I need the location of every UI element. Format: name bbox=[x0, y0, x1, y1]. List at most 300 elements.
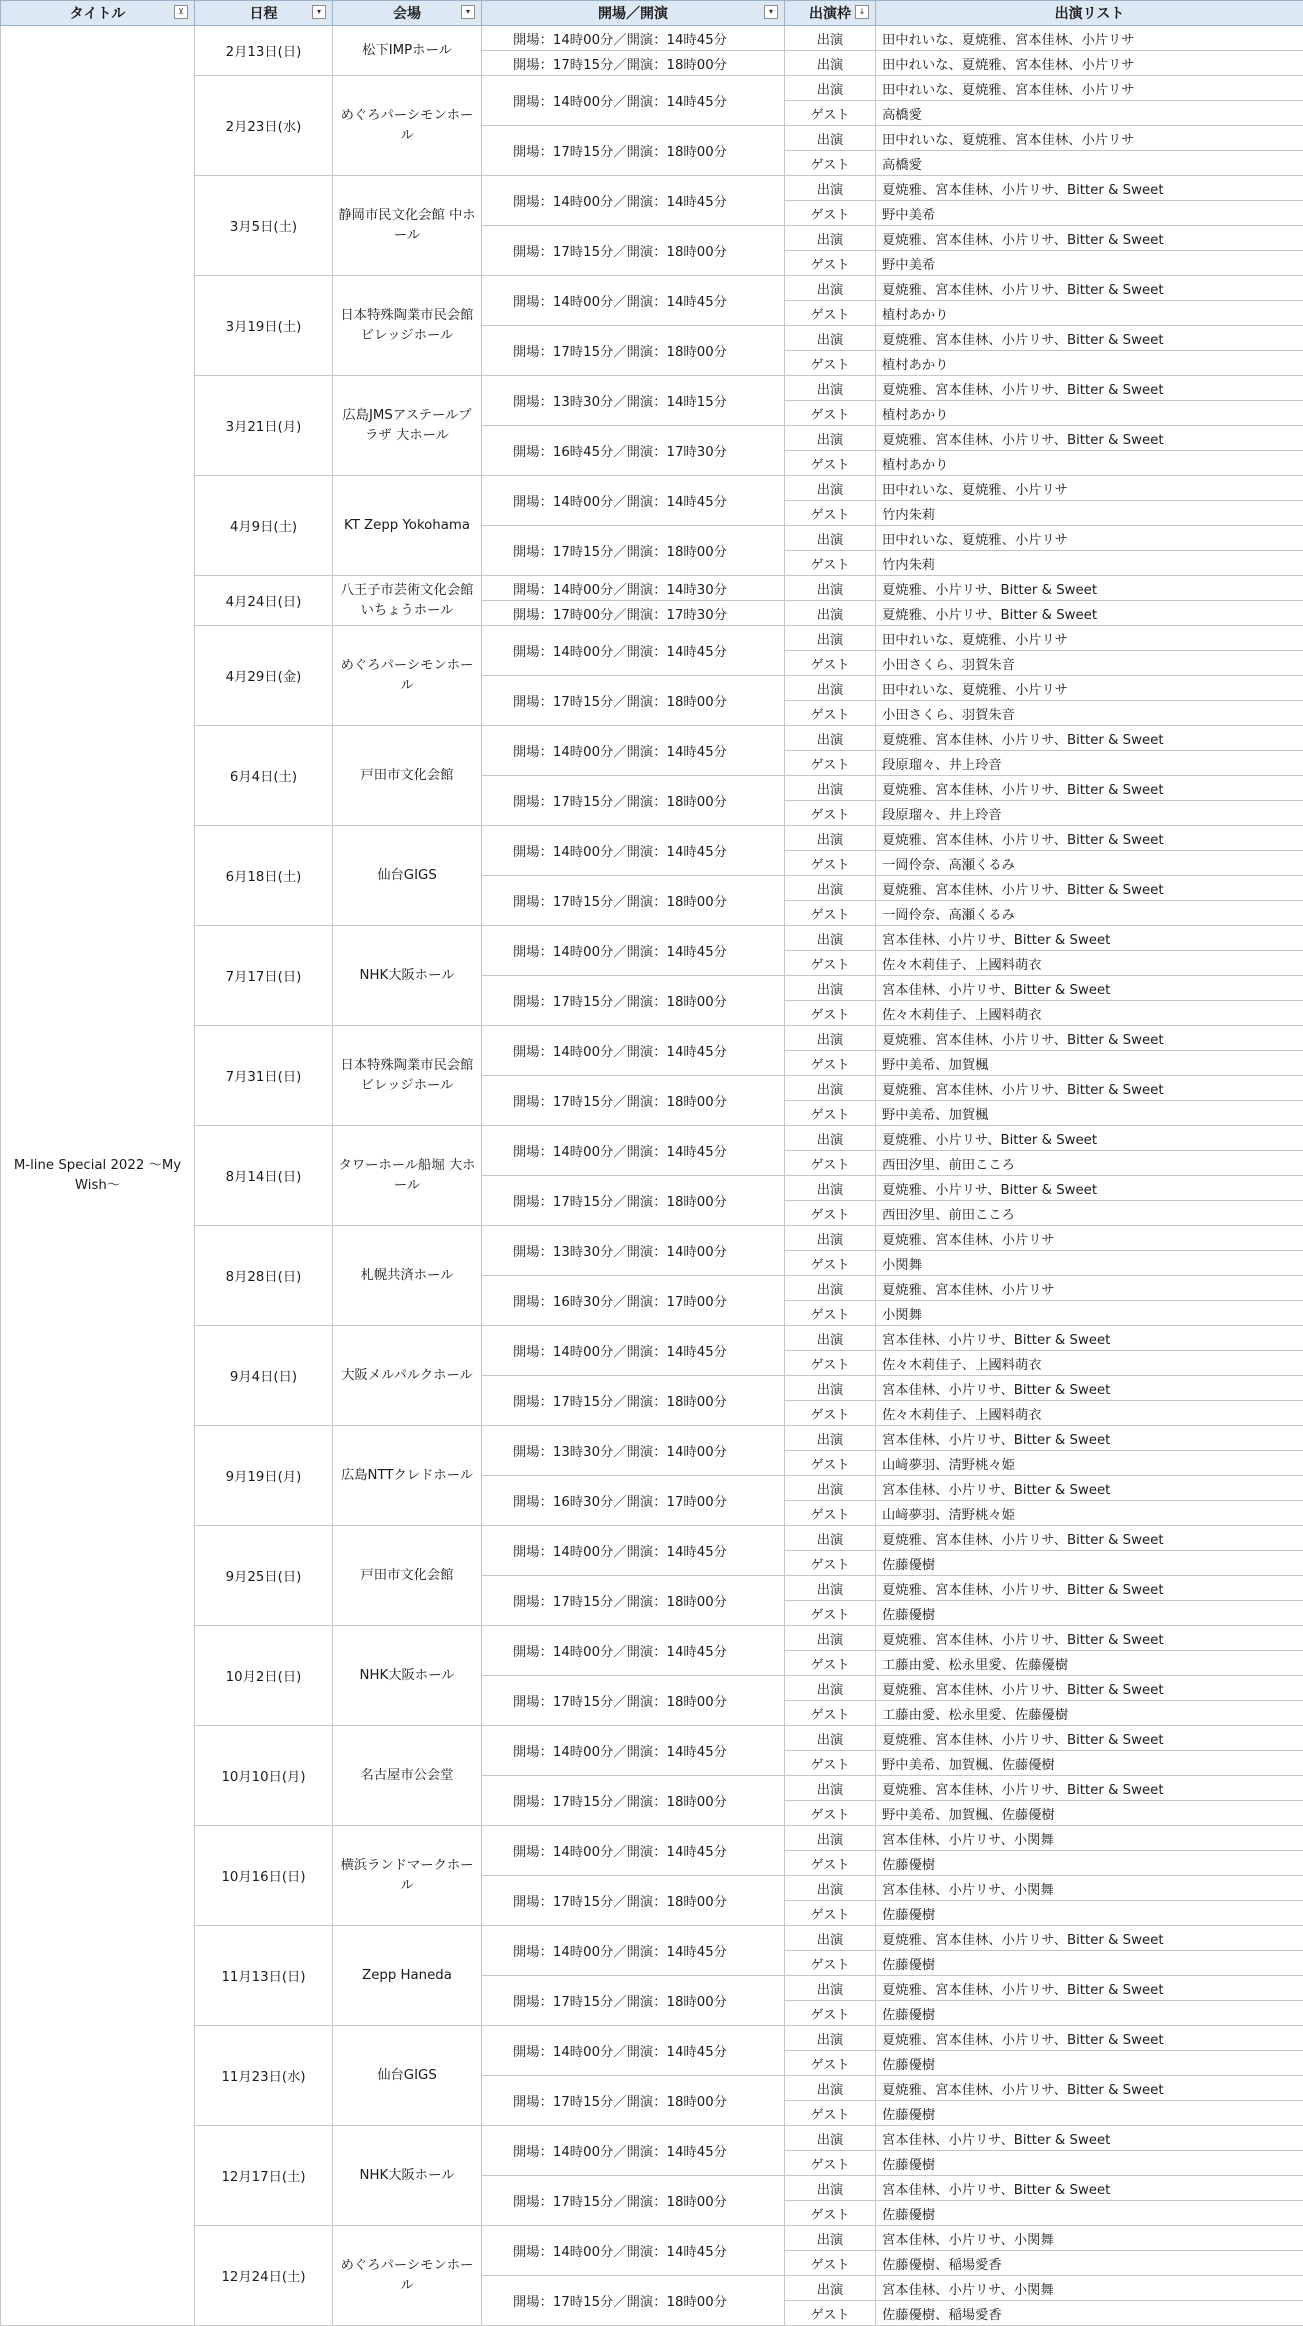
time-cell[interactable]: 開場：17時15分／開演：18時00分 bbox=[482, 1576, 785, 1626]
venue-cell[interactable]: 日本特殊陶業市民会館 ビレッジホール bbox=[333, 276, 482, 376]
date-cell[interactable]: 3月19日(土) bbox=[195, 276, 333, 376]
header-title-label: タイトル bbox=[69, 6, 126, 22]
date-cell[interactable]: 3月21日(月) bbox=[195, 376, 333, 476]
slot-cell[interactable]: 出演 bbox=[785, 2076, 876, 2101]
venue-cell[interactable]: 大阪メルパルクホール bbox=[333, 1326, 482, 1426]
slot-cell[interactable]: 出演 bbox=[785, 326, 876, 351]
slot-cell[interactable]: 出演 bbox=[785, 2126, 876, 2151]
date-cell[interactable]: 10月16日(日) bbox=[195, 1826, 333, 1926]
venue-cell[interactable]: 札幌共済ホール bbox=[333, 1226, 482, 1326]
date-cell[interactable]: 10月10日(月) bbox=[195, 1726, 333, 1826]
slot-cell[interactable]: ゲスト bbox=[785, 551, 876, 576]
time-cell[interactable]: 開場：17時15分／開演：18時00分 bbox=[482, 226, 785, 276]
date-cell[interactable]: 3月5日(土) bbox=[195, 176, 333, 276]
table-row bbox=[1, 2026, 1303, 2051]
slot-cell[interactable]: ゲスト bbox=[785, 1351, 876, 1376]
slot-cell[interactable]: 出演 bbox=[785, 476, 876, 501]
date-cell[interactable]: 8月28日(日) bbox=[195, 1226, 333, 1326]
performer-list-cell[interactable]: 宮本佳林、小片リサ、Bitter & Sweet bbox=[876, 1426, 1303, 1451]
time-cell[interactable]: 開場：17時15分／開演：18時00分 bbox=[482, 2076, 785, 2126]
venue-cell[interactable]: 日本特殊陶業市民会館 ビレッジホール bbox=[333, 1026, 482, 1126]
time-cell[interactable]: 開場：14時00分／開演：14時45分 bbox=[482, 276, 785, 326]
performer-list-cell[interactable]: 宮本佳林、小片リサ、Bitter & Sweet bbox=[876, 1476, 1303, 1501]
slot-cell[interactable]: ゲスト bbox=[785, 1451, 876, 1476]
date-cell[interactable]: 8月14日(日) bbox=[195, 1126, 333, 1226]
performer-list-cell[interactable]: 田中れいな、夏焼雅、小片リサ bbox=[876, 526, 1303, 551]
performer-list-cell[interactable]: 佐藤優樹 bbox=[876, 1551, 1303, 1576]
venue-cell[interactable]: 戸田市文化会館 bbox=[333, 726, 482, 826]
performer-list-cell[interactable]: 夏焼雅、宮本佳林、小片リサ、Bitter & Sweet bbox=[876, 726, 1303, 751]
slot-cell[interactable]: 出演 bbox=[785, 226, 876, 251]
time-cell[interactable]: 開場：14時00分／開演：14時45分 bbox=[482, 1126, 785, 1176]
slot-cell[interactable]: 出演 bbox=[785, 76, 876, 101]
slot-cell[interactable]: 出演 bbox=[785, 2276, 876, 2301]
dropdown-icon[interactable]: ▾ bbox=[764, 5, 778, 19]
time-cell[interactable]: 開場：17時15分／開演：18時00分 bbox=[482, 2276, 785, 2326]
performer-list-cell[interactable]: 小田さくら、羽賀朱音 bbox=[876, 651, 1303, 676]
time-cell[interactable]: 開場：17時15分／開演：18時00分 bbox=[482, 676, 785, 726]
time-cell[interactable]: 開場：17時15分／開演：18時00分 bbox=[482, 1976, 785, 2026]
venue-cell[interactable]: 八王子市芸術文化会館 いちょうホール bbox=[333, 576, 482, 626]
date-cell[interactable]: 7月31日(日) bbox=[195, 1026, 333, 1126]
time-cell[interactable]: 開場：17時15分／開演：18時00分 bbox=[482, 1676, 785, 1726]
header-venue-label: 会場 bbox=[393, 6, 421, 22]
performer-list-cell[interactable]: 夏焼雅、宮本佳林、小片リサ、Bitter & Sweet bbox=[876, 1926, 1303, 1951]
performer-list-cell[interactable]: 竹内朱莉 bbox=[876, 551, 1303, 576]
performer-list-cell[interactable]: 夏焼雅、小片リサ、Bitter & Sweet bbox=[876, 601, 1303, 626]
dropdown-icon[interactable]: ▾ bbox=[461, 5, 475, 19]
performer-list-cell[interactable]: 佐藤優樹 bbox=[876, 1601, 1303, 1626]
performer-list-cell[interactable]: 田中れいな、夏焼雅、小片リサ bbox=[876, 476, 1303, 501]
performer-list-cell[interactable]: 夏焼雅、宮本佳林、小片リサ、Bitter & Sweet bbox=[876, 1076, 1303, 1101]
performer-list-cell[interactable]: 宮本佳林、小片リサ、小関舞 bbox=[876, 2276, 1303, 2301]
slot-cell[interactable]: ゲスト bbox=[785, 201, 876, 226]
performer-list-cell[interactable]: 西田汐里、前田こころ bbox=[876, 1201, 1303, 1226]
time-cell[interactable]: 開場：17時15分／開演：18時00分 bbox=[482, 1176, 785, 1226]
performer-list-cell[interactable]: 高橋愛 bbox=[876, 151, 1303, 176]
performer-list-cell[interactable]: 野中美希 bbox=[876, 251, 1303, 276]
performer-list-cell[interactable]: 植村あかり bbox=[876, 451, 1303, 476]
venue-cell[interactable]: 仙台GIGS bbox=[333, 2026, 482, 2126]
slot-cell[interactable]: ゲスト bbox=[785, 1851, 876, 1876]
slot-cell[interactable]: ゲスト bbox=[785, 1001, 876, 1026]
time-cell[interactable]: 開場：14時00分／開演：14時45分 bbox=[482, 26, 785, 51]
performer-list-cell[interactable]: 野中美希、加賀楓 bbox=[876, 1101, 1303, 1126]
performer-list-cell[interactable]: 夏焼雅、小片リサ、Bitter & Sweet bbox=[876, 576, 1303, 601]
table-row bbox=[1, 826, 1303, 851]
performer-list-cell[interactable]: 段原瑠々、井上玲音 bbox=[876, 751, 1303, 776]
slot-cell[interactable]: ゲスト bbox=[785, 1301, 876, 1326]
time-cell[interactable]: 開場：17時15分／開演：18時00分 bbox=[482, 976, 785, 1026]
slot-cell[interactable]: 出演 bbox=[785, 2226, 876, 2251]
performer-list-cell[interactable]: 佐藤優樹 bbox=[876, 2051, 1303, 2076]
slot-cell[interactable]: ゲスト bbox=[785, 2251, 876, 2276]
slot-cell[interactable]: ゲスト bbox=[785, 701, 876, 726]
slot-cell[interactable]: 出演 bbox=[785, 1026, 876, 1051]
slot-cell[interactable]: ゲスト bbox=[785, 851, 876, 876]
date-cell[interactable]: 2月23日(水) bbox=[195, 76, 333, 176]
performer-list-cell[interactable]: 佐藤優樹 bbox=[876, 1951, 1303, 1976]
performer-list-cell[interactable]: 夏焼雅、宮本佳林、小片リサ、Bitter & Sweet bbox=[876, 776, 1303, 801]
performer-list-cell[interactable]: 夏焼雅、宮本佳林、小片リサ、Bitter & Sweet bbox=[876, 876, 1303, 901]
slot-cell[interactable]: 出演 bbox=[785, 1626, 876, 1651]
venue-cell[interactable]: 静岡市民文化会館 中ホール bbox=[333, 176, 482, 276]
slot-cell[interactable]: 出演 bbox=[785, 276, 876, 301]
performer-list-cell[interactable]: 夏焼雅、宮本佳林、小片リサ、Bitter & Sweet bbox=[876, 376, 1303, 401]
performer-list-cell[interactable]: 植村あかり bbox=[876, 401, 1303, 426]
performer-list-cell[interactable]: 夏焼雅、宮本佳林、小片リサ、Bitter & Sweet bbox=[876, 826, 1303, 851]
slot-cell[interactable]: ゲスト bbox=[785, 1151, 876, 1176]
performer-list-cell[interactable]: 夏焼雅、小片リサ、Bitter & Sweet bbox=[876, 1126, 1303, 1151]
slot-cell[interactable]: 出演 bbox=[785, 1676, 876, 1701]
time-cell[interactable]: 開場：14時00分／開演：14時45分 bbox=[482, 726, 785, 776]
date-cell[interactable]: 4月24日(日) bbox=[195, 576, 333, 626]
performer-list-cell[interactable]: 夏焼雅、宮本佳林、小片リサ、Bitter & Sweet bbox=[876, 2026, 1303, 2051]
slot-cell[interactable]: ゲスト bbox=[785, 2301, 876, 2326]
slot-cell[interactable]: ゲスト bbox=[785, 901, 876, 926]
time-cell[interactable]: 開場：17時15分／開演：18時00分 bbox=[482, 126, 785, 176]
time-cell[interactable]: 開場：16時30分／開演：17時00分 bbox=[482, 1476, 785, 1526]
slot-cell[interactable]: 出演 bbox=[785, 126, 876, 151]
performer-list-cell[interactable]: 高橋愛 bbox=[876, 101, 1303, 126]
date-cell[interactable]: 12月24日(土) bbox=[195, 2226, 333, 2326]
slot-cell[interactable]: 出演 bbox=[785, 526, 876, 551]
slot-cell[interactable]: 出演 bbox=[785, 776, 876, 801]
table-row bbox=[1, 276, 1303, 301]
time-cell[interactable]: 開場：16時45分／開演：17時30分 bbox=[482, 426, 785, 476]
slot-cell[interactable]: 出演 bbox=[785, 1276, 876, 1301]
performer-list-cell[interactable]: 竹内朱莉 bbox=[876, 501, 1303, 526]
slot-cell[interactable]: 出演 bbox=[785, 1326, 876, 1351]
slot-cell[interactable]: ゲスト bbox=[785, 1951, 876, 1976]
slot-cell[interactable]: 出演 bbox=[785, 1126, 876, 1151]
date-cell[interactable]: 7月17日(日) bbox=[195, 926, 333, 1026]
title-cell[interactable]: M-line Special 2022 ～My Wish～ bbox=[1, 26, 195, 2326]
time-cell[interactable]: 開場：17時15分／開演：18時00分 bbox=[482, 1776, 785, 1826]
date-cell[interactable]: 11月23日(水) bbox=[195, 2026, 333, 2126]
slot-cell[interactable]: 出演 bbox=[785, 926, 876, 951]
table-row bbox=[1, 926, 1303, 951]
performer-list-cell[interactable]: 夏焼雅、宮本佳林、小片リサ、Bitter & Sweet bbox=[876, 176, 1303, 201]
slot-cell[interactable]: 出演 bbox=[785, 976, 876, 1001]
slot-cell[interactable]: ゲスト bbox=[785, 251, 876, 276]
performer-list-cell[interactable]: 夏焼雅、宮本佳林、小片リサ、Bitter & Sweet bbox=[876, 1626, 1303, 1651]
table-row bbox=[1, 176, 1303, 201]
header-venue bbox=[333, 1, 482, 26]
time-cell[interactable]: 開場：14時00分／開演：14時45分 bbox=[482, 1626, 785, 1676]
date-cell[interactable]: 11月13日(日) bbox=[195, 1926, 333, 2026]
time-cell[interactable]: 開場：17時15分／開演：18時00分 bbox=[482, 1876, 785, 1926]
slot-cell[interactable]: ゲスト bbox=[785, 2151, 876, 2176]
sort-icon[interactable]: ↓ bbox=[855, 5, 869, 19]
header-time bbox=[482, 1, 785, 26]
header-date bbox=[195, 1, 333, 26]
performer-list-cell[interactable]: 田中れいな、夏焼雅、宮本佳林、小片リサ bbox=[876, 126, 1303, 151]
slot-cell[interactable]: 出演 bbox=[785, 1376, 876, 1401]
header-slot-label: 出演枠 bbox=[809, 6, 851, 22]
dropdown-icon[interactable]: ▾ bbox=[312, 5, 326, 19]
slot-cell[interactable]: ゲスト bbox=[785, 1051, 876, 1076]
venue-cell[interactable]: 広島JMSアステールプラザ 大ホール bbox=[333, 376, 482, 476]
time-cell[interactable]: 開場：17時15分／開演：18時00分 bbox=[482, 51, 785, 76]
slot-cell[interactable]: 出演 bbox=[785, 601, 876, 626]
time-cell[interactable]: 開場：17時15分／開演：18時00分 bbox=[482, 2176, 785, 2226]
time-cell[interactable]: 開場：17時15分／開演：18時00分 bbox=[482, 1376, 785, 1426]
slot-cell[interactable]: 出演 bbox=[785, 1576, 876, 1601]
slot-cell[interactable]: 出演 bbox=[785, 1076, 876, 1101]
performer-list-cell[interactable]: 佐々木莉佳子、上國料萌衣 bbox=[876, 1001, 1303, 1026]
time-cell[interactable]: 開場：13時30分／開演：14時15分 bbox=[482, 376, 785, 426]
performer-list-cell[interactable]: 佐々木莉佳子、上國料萌衣 bbox=[876, 1351, 1303, 1376]
slot-cell[interactable]: 出演 bbox=[785, 826, 876, 851]
performer-list-cell[interactable]: 夏焼雅、宮本佳林、小片リサ、Bitter & Sweet bbox=[876, 426, 1303, 451]
time-cell[interactable]: 開場：14時00分／開演：14時45分 bbox=[482, 2226, 785, 2276]
slot-cell[interactable]: 出演 bbox=[785, 626, 876, 651]
slot-cell[interactable]: ゲスト bbox=[785, 2001, 876, 2026]
venue-cell[interactable]: 広島NTTクレドホール bbox=[333, 1426, 482, 1526]
time-cell[interactable]: 開場：17時15分／開演：18時00分 bbox=[482, 1076, 785, 1126]
performer-list-cell[interactable]: 佐藤優樹 bbox=[876, 2101, 1303, 2126]
performer-list-cell[interactable]: 佐藤優樹、稲場愛香 bbox=[876, 2251, 1303, 2276]
performer-list-cell[interactable]: 小関舞 bbox=[876, 1251, 1303, 1276]
slot-cell[interactable]: 出演 bbox=[785, 426, 876, 451]
date-cell[interactable]: 9月19日(月) bbox=[195, 1426, 333, 1526]
slot-cell[interactable]: 出演 bbox=[785, 1476, 876, 1501]
time-cell[interactable]: 開場：14時00分／開演：14時45分 bbox=[482, 1826, 785, 1876]
performer-list-cell[interactable]: 夏焼雅、宮本佳林、小片リサ、Bitter & Sweet bbox=[876, 1676, 1303, 1701]
slot-cell[interactable]: 出演 bbox=[785, 1726, 876, 1751]
performer-list-cell[interactable]: 夏焼雅、宮本佳林、小片リサ、Bitter & Sweet bbox=[876, 2076, 1303, 2101]
performer-list-cell[interactable]: 佐々木莉佳子、上國料萌衣 bbox=[876, 951, 1303, 976]
slot-cell[interactable]: 出演 bbox=[785, 1776, 876, 1801]
performer-list-cell[interactable]: 佐藤優樹 bbox=[876, 2001, 1303, 2026]
filter-active-icon[interactable]: ⊻ bbox=[174, 5, 188, 19]
performer-list-cell[interactable]: 工藤由愛、松永里愛、佐藤優樹 bbox=[876, 1651, 1303, 1676]
slot-cell[interactable]: 出演 bbox=[785, 176, 876, 201]
performer-list-cell[interactable]: 夏焼雅、宮本佳林、小片リサ bbox=[876, 1226, 1303, 1251]
date-cell[interactable]: 4月29日(金) bbox=[195, 626, 333, 726]
performer-list-cell[interactable]: 宮本佳林、小片リサ、小関舞 bbox=[876, 1876, 1303, 1901]
slot-cell[interactable]: ゲスト bbox=[785, 1701, 876, 1726]
venue-cell[interactable]: めぐろパーシモンホール bbox=[333, 2226, 482, 2326]
performer-list-cell[interactable]: 小田さくら、羽賀朱音 bbox=[876, 701, 1303, 726]
slot-cell[interactable]: 出演 bbox=[785, 1176, 876, 1201]
venue-cell[interactable]: 松下IMPホール bbox=[333, 26, 482, 76]
slot-cell[interactable]: 出演 bbox=[785, 1826, 876, 1851]
slot-cell[interactable]: ゲスト bbox=[785, 151, 876, 176]
performer-list-cell[interactable]: 宮本佳林、小片リサ、Bitter & Sweet bbox=[876, 976, 1303, 1001]
venue-cell[interactable]: NHK大阪ホール bbox=[333, 926, 482, 1026]
time-cell[interactable]: 開場：16時30分／開演：17時00分 bbox=[482, 1276, 785, 1326]
date-cell[interactable]: 6月18日(土) bbox=[195, 826, 333, 926]
time-cell[interactable]: 開場：14時00分／開演：14時45分 bbox=[482, 1726, 785, 1776]
time-cell[interactable]: 開場：14時00分／開演：14時45分 bbox=[482, 1026, 785, 1076]
slot-cell[interactable]: ゲスト bbox=[785, 1501, 876, 1526]
date-cell[interactable]: 2月13日(日) bbox=[195, 26, 333, 76]
slot-cell[interactable]: 出演 bbox=[785, 376, 876, 401]
slot-cell[interactable]: 出演 bbox=[785, 1426, 876, 1451]
time-cell[interactable]: 開場：14時00分／開演：14時45分 bbox=[482, 626, 785, 676]
time-cell[interactable]: 開場：17時15分／開演：18時00分 bbox=[482, 876, 785, 926]
performer-list-cell[interactable]: 宮本佳林、小片リサ、小関舞 bbox=[876, 2226, 1303, 2251]
performer-list-cell[interactable]: 夏焼雅、宮本佳林、小片リサ、Bitter & Sweet bbox=[876, 276, 1303, 301]
slot-cell[interactable]: 出演 bbox=[785, 676, 876, 701]
date-cell[interactable]: 10月2日(日) bbox=[195, 1626, 333, 1726]
slot-cell[interactable]: ゲスト bbox=[785, 1751, 876, 1776]
slot-cell[interactable]: ゲスト bbox=[785, 301, 876, 326]
performer-list-cell[interactable]: 宮本佳林、小片リサ、Bitter & Sweet bbox=[876, 1376, 1303, 1401]
performer-list-cell[interactable]: 一岡伶奈、高瀬くるみ bbox=[876, 851, 1303, 876]
slot-cell[interactable]: ゲスト bbox=[785, 1901, 876, 1926]
performer-list-cell[interactable]: 佐藤優樹 bbox=[876, 1901, 1303, 1926]
time-cell[interactable]: 開場：14時00分／開演：14時45分 bbox=[482, 1926, 785, 1976]
performer-list-cell[interactable]: 山﨑夢羽、清野桃々姫 bbox=[876, 1451, 1303, 1476]
date-cell[interactable]: 12月17日(土) bbox=[195, 2126, 333, 2226]
time-cell[interactable]: 開場：14時00分／開演：14時45分 bbox=[482, 1326, 785, 1376]
time-cell[interactable]: 開場：14時00分／開演：14時30分 bbox=[482, 576, 785, 601]
slot-cell[interactable]: 出演 bbox=[785, 876, 876, 901]
time-cell[interactable]: 開場：14時00分／開演：14時45分 bbox=[482, 76, 785, 126]
slot-cell[interactable]: 出演 bbox=[785, 51, 876, 76]
time-cell[interactable]: 開場：17時00分／開演：17時30分 bbox=[482, 601, 785, 626]
time-cell[interactable]: 開場：17時15分／開演：18時00分 bbox=[482, 526, 785, 576]
performer-list-cell[interactable]: 宮本佳林、小片リサ、Bitter & Sweet bbox=[876, 1326, 1303, 1351]
performer-list-cell[interactable]: 野中美希、加賀楓、佐藤優樹 bbox=[876, 1751, 1303, 1776]
table-body bbox=[1, 26, 1303, 2326]
date-cell[interactable]: 9月25日(日) bbox=[195, 1526, 333, 1626]
slot-cell[interactable]: ゲスト bbox=[785, 651, 876, 676]
time-cell[interactable]: 開場：14時00分／開演：14時45分 bbox=[482, 476, 785, 526]
venue-cell[interactable]: NHK大阪ホール bbox=[333, 2126, 482, 2226]
performer-list-cell[interactable]: 佐藤優樹、稲場愛香 bbox=[876, 2301, 1303, 2326]
venue-cell[interactable]: 名古屋市公会堂 bbox=[333, 1726, 482, 1826]
table-row bbox=[1, 1126, 1303, 1151]
time-cell[interactable]: 開場：14時00分／開演：14時45分 bbox=[482, 826, 785, 876]
slot-cell[interactable]: ゲスト bbox=[785, 2201, 876, 2226]
slot-cell[interactable]: 出演 bbox=[785, 2026, 876, 2051]
slot-cell[interactable]: 出演 bbox=[785, 2176, 876, 2201]
performer-list-cell[interactable]: 夏焼雅、宮本佳林、小片リサ、Bitter & Sweet bbox=[876, 1576, 1303, 1601]
venue-cell[interactable]: 仙台GIGS bbox=[333, 826, 482, 926]
time-cell[interactable]: 開場：14時00分／開演：14時45分 bbox=[482, 926, 785, 976]
time-cell[interactable]: 開場：13時30分／開演：14時00分 bbox=[482, 1226, 785, 1276]
performer-list-cell[interactable]: 夏焼雅、宮本佳林、小片リサ、Bitter & Sweet bbox=[876, 1726, 1303, 1751]
slot-cell[interactable]: ゲスト bbox=[785, 1601, 876, 1626]
slot-cell[interactable]: ゲスト bbox=[785, 1101, 876, 1126]
slot-cell[interactable]: 出演 bbox=[785, 26, 876, 51]
venue-cell[interactable]: めぐろパーシモンホール bbox=[333, 626, 482, 726]
performer-list-cell[interactable]: 山﨑夢羽、清野桃々姫 bbox=[876, 1501, 1303, 1526]
slot-cell[interactable]: ゲスト bbox=[785, 751, 876, 776]
performer-list-cell[interactable]: 佐藤優樹 bbox=[876, 1851, 1303, 1876]
performer-list-cell[interactable]: 夏焼雅、宮本佳林、小片リサ、Bitter & Sweet bbox=[876, 1776, 1303, 1801]
performer-list-cell[interactable]: 一岡伶奈、高瀬くるみ bbox=[876, 901, 1303, 926]
performer-list-cell[interactable]: 田中れいな、夏焼雅、小片リサ bbox=[876, 626, 1303, 651]
time-cell[interactable]: 開場：14時00分／開演：14時45分 bbox=[482, 2026, 785, 2076]
performer-list-cell[interactable]: 段原瑠々、井上玲音 bbox=[876, 801, 1303, 826]
slot-cell[interactable]: ゲスト bbox=[785, 1801, 876, 1826]
performer-list-cell[interactable]: 夏焼雅、宮本佳林、小片リサ bbox=[876, 1276, 1303, 1301]
venue-cell[interactable]: タワーホール船堀 大ホール bbox=[333, 1126, 482, 1226]
performer-list-cell[interactable]: 植村あかり bbox=[876, 301, 1303, 326]
slot-cell[interactable]: 出演 bbox=[785, 1226, 876, 1251]
performer-list-cell[interactable]: 田中れいな、夏焼雅、小片リサ bbox=[876, 676, 1303, 701]
slot-cell[interactable]: 出演 bbox=[785, 576, 876, 601]
slot-cell[interactable]: ゲスト bbox=[785, 1251, 876, 1276]
slot-cell[interactable]: ゲスト bbox=[785, 1651, 876, 1676]
performer-list-cell[interactable]: 夏焼雅、宮本佳林、小片リサ、Bitter & Sweet bbox=[876, 226, 1303, 251]
venue-cell[interactable]: 横浜ランドマークホール bbox=[333, 1826, 482, 1926]
venue-cell[interactable]: Zepp Haneda bbox=[333, 1926, 482, 2026]
performer-list-cell[interactable]: 宮本佳林、小片リサ、Bitter & Sweet bbox=[876, 926, 1303, 951]
slot-cell[interactable]: ゲスト bbox=[785, 951, 876, 976]
performer-list-cell[interactable]: 夏焼雅、宮本佳林、小片リサ、Bitter & Sweet bbox=[876, 326, 1303, 351]
performer-list-cell[interactable]: 野中美希、加賀楓 bbox=[876, 1051, 1303, 1076]
performer-list-cell[interactable]: 佐藤優樹 bbox=[876, 2201, 1303, 2226]
performer-list-cell[interactable]: 工藤由愛、松永里愛、佐藤優樹 bbox=[876, 1701, 1303, 1726]
slot-cell[interactable]: ゲスト bbox=[785, 2051, 876, 2076]
performer-list-cell[interactable]: 田中れいな、夏焼雅、宮本佳林、小片リサ bbox=[876, 76, 1303, 101]
performer-list-cell[interactable]: 夏焼雅、宮本佳林、小片リサ、Bitter & Sweet bbox=[876, 1026, 1303, 1051]
time-cell[interactable]: 開場：14時00分／開演：14時45分 bbox=[482, 1526, 785, 1576]
date-cell[interactable]: 4月9日(土) bbox=[195, 476, 333, 576]
slot-cell[interactable]: ゲスト bbox=[785, 351, 876, 376]
time-cell[interactable]: 開場：17時15分／開演：18時00分 bbox=[482, 326, 785, 376]
venue-cell[interactable]: NHK大阪ホール bbox=[333, 1626, 482, 1726]
slot-cell[interactable]: 出演 bbox=[785, 726, 876, 751]
time-cell[interactable]: 開場：17時15分／開演：18時00分 bbox=[482, 776, 785, 826]
performer-list-cell[interactable]: 田中れいな、夏焼雅、宮本佳林、小片リサ bbox=[876, 26, 1303, 51]
performer-list-cell[interactable]: 宮本佳林、小片リサ、Bitter & Sweet bbox=[876, 2126, 1303, 2151]
time-cell[interactable]: 開場：14時00分／開演：14時45分 bbox=[482, 2126, 785, 2176]
slot-cell[interactable]: ゲスト bbox=[785, 1201, 876, 1226]
slot-cell[interactable]: 出演 bbox=[785, 1976, 876, 2001]
performer-list-cell[interactable]: 小関舞 bbox=[876, 1301, 1303, 1326]
slot-cell[interactable]: ゲスト bbox=[785, 1551, 876, 1576]
header-title bbox=[1, 1, 195, 26]
performer-list-cell[interactable]: 宮本佳林、小片リサ、小関舞 bbox=[876, 1826, 1303, 1851]
date-cell[interactable]: 9月4日(日) bbox=[195, 1326, 333, 1426]
venue-cell[interactable]: めぐろパーシモンホール bbox=[333, 76, 482, 176]
performer-list-cell[interactable]: 西田汐里、前田こころ bbox=[876, 1151, 1303, 1176]
slot-cell[interactable]: ゲスト bbox=[785, 451, 876, 476]
slot-cell[interactable]: 出演 bbox=[785, 1926, 876, 1951]
date-cell[interactable]: 6月4日(土) bbox=[195, 726, 333, 826]
performer-list-cell[interactable]: 夏焼雅、宮本佳林、小片リサ、Bitter & Sweet bbox=[876, 1976, 1303, 2001]
performer-list-cell[interactable]: 夏焼雅、宮本佳林、小片リサ、Bitter & Sweet bbox=[876, 1526, 1303, 1551]
slot-cell[interactable]: ゲスト bbox=[785, 1401, 876, 1426]
performer-list-cell[interactable]: 佐々木莉佳子、上國料萌衣 bbox=[876, 1401, 1303, 1426]
venue-cell[interactable]: 戸田市文化会館 bbox=[333, 1526, 482, 1626]
slot-cell[interactable]: 出演 bbox=[785, 1876, 876, 1901]
slot-cell[interactable]: ゲスト bbox=[785, 2101, 876, 2126]
performer-list-cell[interactable]: 佐藤優樹 bbox=[876, 2151, 1303, 2176]
slot-cell[interactable]: ゲスト bbox=[785, 401, 876, 426]
slot-cell[interactable]: ゲスト bbox=[785, 101, 876, 126]
slot-cell[interactable]: ゲスト bbox=[785, 501, 876, 526]
performer-list-cell[interactable]: 田中れいな、夏焼雅、宮本佳林、小片リサ bbox=[876, 51, 1303, 76]
performer-list-cell[interactable]: 宮本佳林、小片リサ、Bitter & Sweet bbox=[876, 2176, 1303, 2201]
performer-list-cell[interactable]: 野中美希 bbox=[876, 201, 1303, 226]
performer-list-cell[interactable]: 夏焼雅、小片リサ、Bitter & Sweet bbox=[876, 1176, 1303, 1201]
time-cell[interactable]: 開場：14時00分／開演：14時45分 bbox=[482, 176, 785, 226]
performer-list-cell[interactable]: 植村あかり bbox=[876, 351, 1303, 376]
slot-cell[interactable]: ゲスト bbox=[785, 801, 876, 826]
performer-list-cell[interactable]: 野中美希、加賀楓、佐藤優樹 bbox=[876, 1801, 1303, 1826]
slot-cell[interactable]: 出演 bbox=[785, 1526, 876, 1551]
time-cell[interactable]: 開場：13時30分／開演：14時00分 bbox=[482, 1426, 785, 1476]
venue-cell[interactable]: KT Zepp Yokohama bbox=[333, 476, 482, 576]
